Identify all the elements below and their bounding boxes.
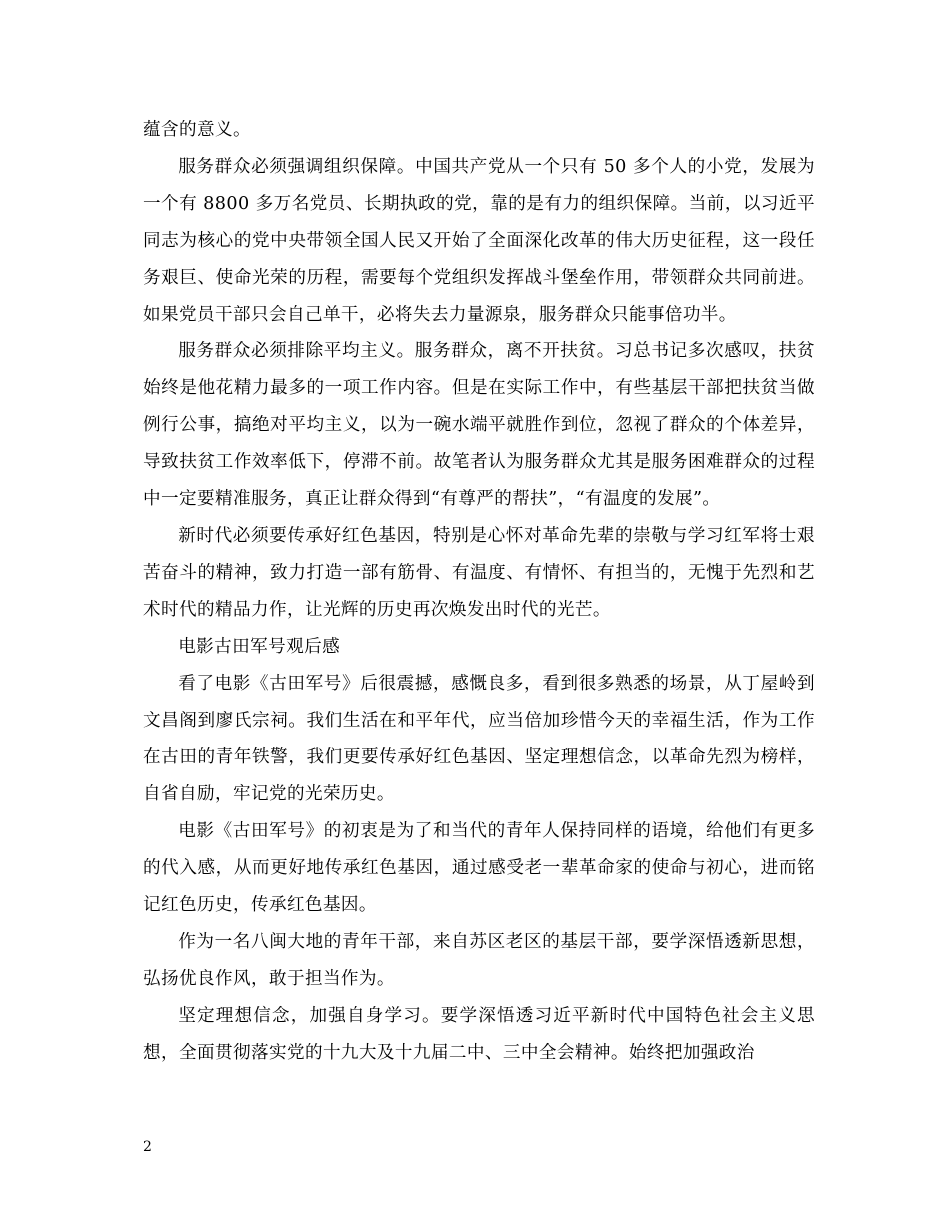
document-body <box>143 112 815 1072</box>
paragraph-continued: 蕴含的意义。 <box>143 120 251 140</box>
paragraph-young-cadre: 作为一名八闽大地的青年干部，来自苏区老区的基层干部，要学深悟透新思想，弘扬优良作风，敢于担当作为。 <box>143 931 815 989</box>
paragraph-red-gene: 新时代必须要传承好红色基因，特别是心怀对革命先辈的崇敬与学习红军将士艰苦奋斗的精神，致力打造一部有筋骨、有温度、有情怀、有担当的，无愧于先烈和艺术时代的精品力作，让光辉的历史再次焕发出时代的光芒。 <box>143 525 815 620</box>
section-title: 电影古田军号观后感 <box>178 636 341 657</box>
paragraph-organization-guarantee: 服务群众必须强调组织保障。中国共产党从一个只有 50 多个人的小党，发展为一个有 8800 多万名党员、长期执政的党，靠的是有力的组织保障。当前，以习近平同志为核心的党中央带领全国人民又开始了全面深化改革的伟大历史征程，这一段任务艰巨、使命光荣的历程，需要每个党组织发挥战斗堡垒作用，带领群众共同前进。如果党员干部只会自己单干，必将失去力量源泉，服务群众只能事倍功半。 <box>143 156 815 325</box>
page-number: 2 <box>143 1139 152 1155</box>
paragraph-ideals-study: 坚定理想信念，加强自身学习。要学深悟透习近平新时代中国特色社会主义思想，全面贯彻落实党的十九大及十九届二中、三中全会精神。始终把加强政治 <box>143 1005 815 1063</box>
paragraph-movie-intent: 电影《古田军号》的初衷是为了和当代的青年人保持同样的语境，给他们有更多的代入感，从而更好地传承红色基因，通过感受老一辈革命家的使命与初心，进而铭记红色历史，传承红色基因。 <box>143 821 815 916</box>
paragraph-movie-impression: 看了电影《古田军号》后很震撼，感慨良多，看到很多熟悉的场景，从丁屋岭到文昌阁到廖氏宗祠。我们生活在和平年代，应当倍加珍惜今天的幸福生活，作为工作在古田的青年铁警，我们更要传承好红色基因、坚定理想信念，以革命先烈为榜样，自省自励，牢记党的光荣历史。 <box>143 673 815 805</box>
paragraph-exclude-egalitarianism: 服务群众必须排除平均主义。服务群众，离不开扶贫。习总书记多次感叹，扶贫始终是他花精力最多的一项工作内容。但是在实际工作中，有些基层干部把扶贫当做例行公事，搞绝对平均主义，以为一碗水端平就胜作到位，忽视了群众的个体差异，导致扶贫工作效率低下，停滞不前。故笔者认为服务群众尤其是服务困难群众的过程中一定要精准服务，真正让群众得到“有尊严的帮扶”，“有温度的发展”。 <box>143 341 815 510</box>
